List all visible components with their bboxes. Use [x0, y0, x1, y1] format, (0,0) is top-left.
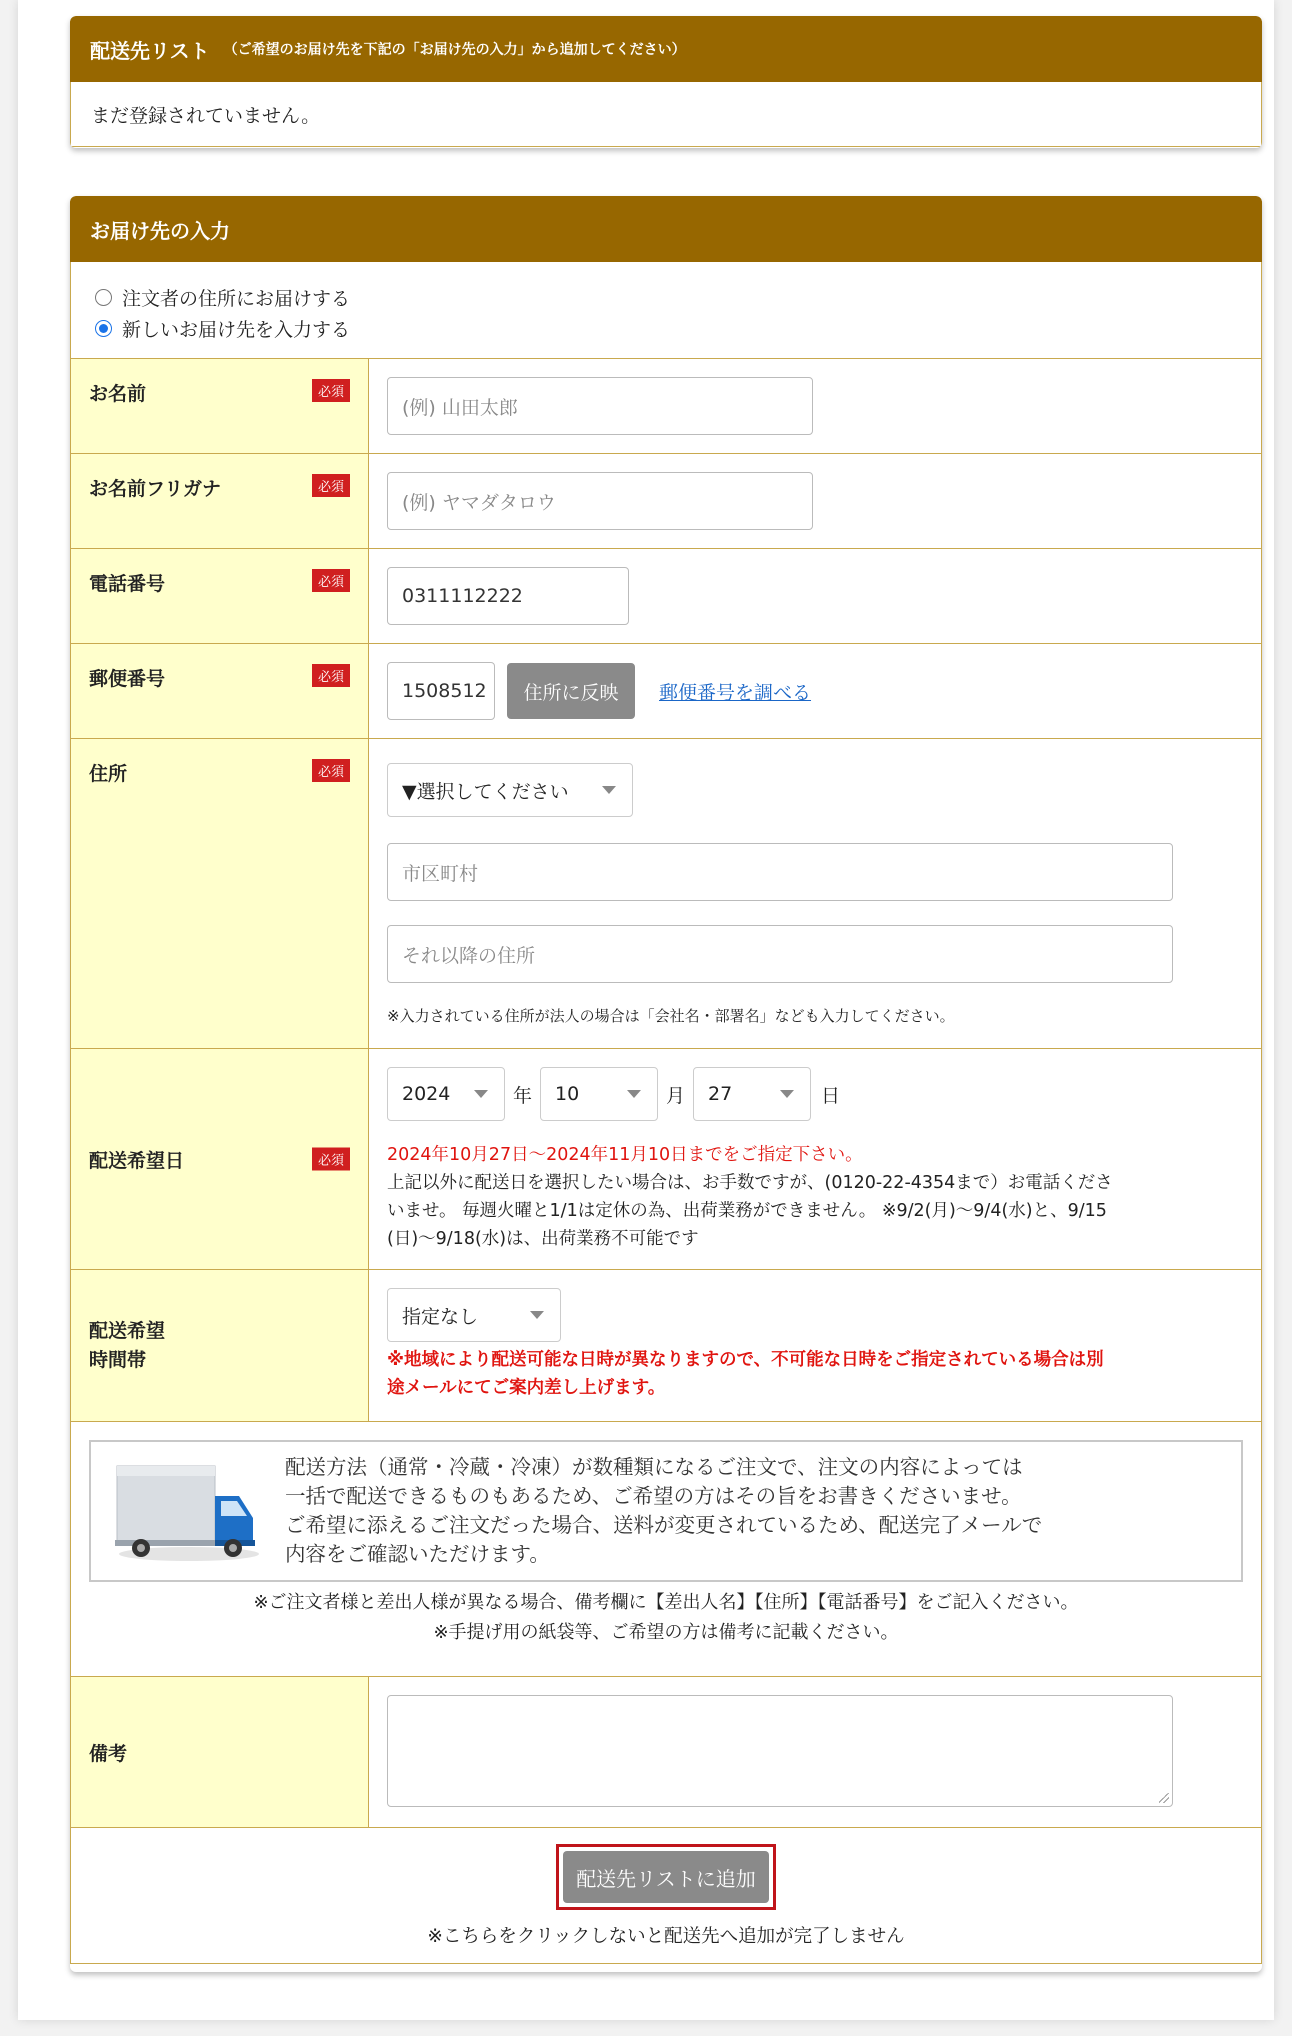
label-delivery-date: [71, 1049, 369, 1269]
day-select[interactable]: [693, 1067, 811, 1121]
sender-note: ※ご注文者様と差出人様が異なる場合、備考欄に【差出人名】【住所】【電話番号】をご記入ください。: [253, 1592, 1079, 1613]
phone-input[interactable]: 0311112222: [387, 567, 629, 625]
label-address: [71, 739, 369, 1048]
day-unit: 日: [821, 1084, 841, 1107]
radio-orderer-address[interactable]: [95, 282, 1261, 313]
label-delivery-time: [71, 1270, 369, 1421]
submit-note: ※こちらをクリックしないと配送先へ追加が完了しません: [427, 1926, 905, 1947]
required-badge: 必須: [312, 1148, 350, 1171]
time-warning-line2: 途メールにてご案内差し上げます。: [387, 1378, 666, 1398]
truck-icon: [111, 1456, 261, 1566]
remarks-textarea[interactable]: [387, 1695, 1173, 1807]
year-unit: 年: [513, 1084, 533, 1107]
label-text: 郵便番号: [89, 668, 166, 690]
address-note: ※入力されている住所が法人の場合は「会社名・部署名」なども入力してください。: [387, 1007, 955, 1025]
reflect-address-button[interactable]: 住所に反映: [507, 663, 635, 719]
time-warning-line1: ※地域により配送可能な日時が異なりますので、不可能な日時をご指定されている場合は別: [387, 1350, 1104, 1370]
month-value: 10: [555, 1083, 580, 1105]
date-range-note: 2024年10月27日～2024年11月10日までをご指定下さい。: [387, 1145, 863, 1165]
address-input-panel: [70, 196, 1262, 1972]
label-name: [71, 359, 369, 453]
row-delivery-time: [71, 1270, 1261, 1422]
page-container: [18, 0, 1274, 2020]
label-phone: [71, 549, 369, 643]
add-to-delivery-list-button[interactable]: 配送先リストに追加: [563, 1851, 769, 1903]
chevron-down-icon: [530, 1311, 544, 1319]
shipping-info-box: [89, 1440, 1243, 1582]
shipping-info-line2: 一括で配送できるものもあるため、ご希望の方はその旨をお書きくださいませ。: [285, 1484, 1022, 1508]
required-badge: 必須: [312, 569, 350, 592]
label-text: お名前: [89, 383, 147, 405]
row-address: [71, 739, 1261, 1049]
date-info-line2: いませ。 毎週火曜と1/1は定休の為、出荷業務ができません。 ※9/2(月)～9/4(水)と、9/15: [387, 1201, 1107, 1221]
chevron-down-icon: [474, 1090, 488, 1098]
address-rest-input[interactable]: それ以降の住所: [387, 925, 1173, 983]
label-text: 備考: [89, 1742, 128, 1765]
prefecture-select-value: ▼選択してください: [402, 780, 569, 803]
time-select-value: 指定なし: [402, 1305, 479, 1328]
label-text: 住所: [89, 763, 128, 785]
chevron-down-icon: [627, 1090, 641, 1098]
shipping-info-line3: ご希望に添えるご注文だった場合、送料が変更されているため、配送完了メールで: [285, 1513, 1043, 1537]
required-badge: 必須: [312, 474, 350, 497]
postal-lookup-link[interactable]: 郵便番号を調べる: [659, 681, 812, 704]
delivery-list-empty: まだ登録されていません。: [91, 104, 321, 127]
label-text: お名前フリガナ: [89, 478, 222, 500]
radio-label: 新しいお届け先を入力する: [122, 319, 351, 341]
label-text: 配送希望日: [89, 1149, 185, 1172]
row-shipping-info: [71, 1422, 1261, 1677]
kana-input[interactable]: (例) ヤマダタロウ: [387, 472, 813, 530]
month-select[interactable]: [540, 1067, 658, 1121]
row-submit: [71, 1828, 1261, 1963]
submit-highlight: [556, 1844, 776, 1910]
address-input-header: [70, 196, 1262, 262]
prefecture-select[interactable]: [387, 763, 633, 817]
resize-handle-icon[interactable]: [1159, 1793, 1169, 1803]
required-badge: 必須: [312, 664, 350, 687]
radio-button-checked[interactable]: [95, 320, 112, 337]
row-delivery-date: [71, 1049, 1261, 1270]
delivery-list-panel: [70, 16, 1262, 148]
month-unit: 月: [666, 1084, 686, 1107]
radio-label: 注文者の住所にお届けする: [122, 288, 351, 310]
year-select[interactable]: [387, 1067, 505, 1121]
label-text: 電話番号: [89, 573, 166, 595]
required-badge: 必須: [312, 759, 350, 782]
required-badge: 必須: [312, 379, 350, 402]
label-postal: [71, 644, 369, 738]
label-remarks: [71, 1677, 369, 1827]
paper-bag-note: ※手提げ用の紙袋等、ご希望の方は備考に記載ください。: [433, 1622, 899, 1643]
shipping-info-line4: 内容をご確認いただけます。: [285, 1542, 550, 1566]
label-text-line2: 時間帯: [89, 1348, 147, 1371]
row-postal: [71, 644, 1261, 739]
name-input[interactable]: (例) 山田太郎: [387, 377, 813, 435]
date-info-line3: (日)～9/18(水)は、出荷業務不可能です: [387, 1229, 699, 1249]
row-remarks: [71, 1677, 1261, 1828]
day-value: 27: [708, 1083, 733, 1105]
radio-new-address[interactable]: [95, 313, 1261, 344]
chevron-down-icon: [780, 1090, 794, 1098]
label-kana: [71, 454, 369, 548]
chevron-down-icon: [602, 786, 616, 794]
city-input[interactable]: 市区町村: [387, 843, 1173, 901]
date-info-line1: 上記以外に配送日を選択したい場合は、お手数ですが、(0120-22-4354まで）お電話くださ: [387, 1173, 1113, 1193]
row-kana: [71, 454, 1261, 549]
year-value: 2024: [402, 1083, 451, 1105]
delivery-list-title: 配送先リスト: [90, 38, 210, 63]
radio-button[interactable]: [95, 289, 112, 306]
postal-input[interactable]: 1508512: [387, 662, 495, 720]
time-select[interactable]: [387, 1288, 561, 1342]
delivery-list-note: （ご希望のお届け先を下記の「お届け先の入力」から追加してください）: [223, 42, 686, 58]
shipping-info-line1: 配送方法（通常・冷蔵・冷凍）が数種類になるご注文で、注文の内容によっては: [285, 1455, 1023, 1479]
delivery-list-header: [70, 16, 1262, 82]
row-phone: [71, 549, 1261, 644]
row-name: [71, 359, 1261, 454]
label-text-line1: 配送希望: [89, 1319, 166, 1342]
recipient-radio-group: [71, 262, 1261, 359]
address-input-title: お届け先の入力: [90, 218, 230, 243]
